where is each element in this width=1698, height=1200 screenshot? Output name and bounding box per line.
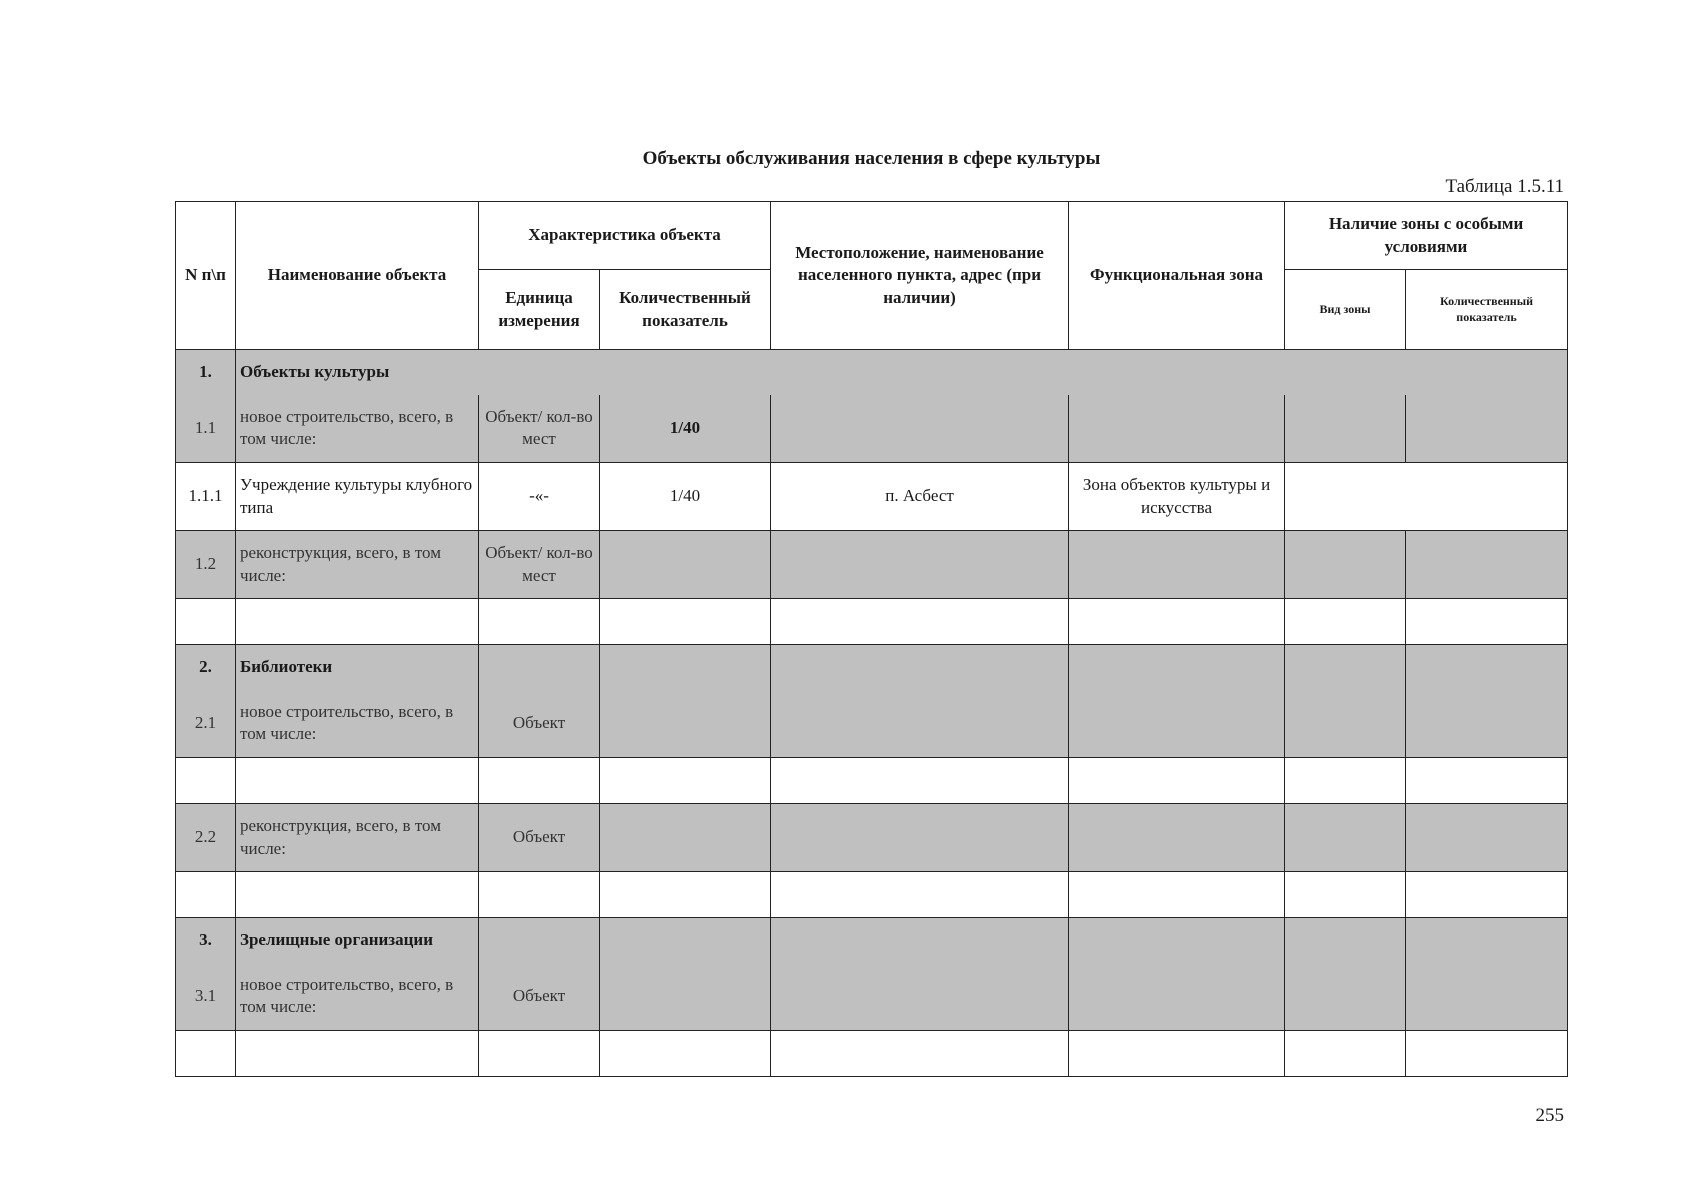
row-quantity: 1/40: [600, 395, 771, 463]
row-special-zone: [1285, 463, 1568, 531]
page-number: 255: [1535, 1105, 1564, 1126]
table-row: [176, 804, 1568, 872]
row-name: реконструкция, всего, в том числе:: [236, 804, 479, 872]
row-zone: Зона объектов культуры и искусства: [1069, 463, 1285, 531]
row-quantity: 1/40: [600, 463, 771, 531]
header-row-1: [176, 202, 1568, 270]
row-name: новое строительство, всего, в том числе:: [236, 690, 479, 758]
culture-objects-table: [175, 201, 1568, 1077]
section-row: [176, 350, 1568, 395]
row-unit: -«-: [479, 463, 600, 531]
row-unit: Объект: [479, 690, 600, 758]
header-name: Наименование объекта: [236, 202, 479, 350]
table-row: [176, 963, 1568, 1031]
section-row: [176, 918, 1568, 963]
row-num: 2.: [176, 645, 236, 690]
header-num: N п\п: [176, 202, 236, 350]
row-num: 1.1: [176, 395, 236, 463]
row-unit: Объект/ кол-во мест: [479, 395, 600, 463]
row-location: п. Асбест: [771, 463, 1069, 531]
row-name: новое строительство, всего, в том числе:: [236, 963, 479, 1031]
row-num: 3.1: [176, 963, 236, 1031]
row-unit: Объект/ кол-во мест: [479, 531, 600, 599]
header-characteristic: Характеристика объекта: [479, 202, 771, 270]
row-num: 1.: [176, 350, 236, 395]
header-location: Местоположение, наименование населенного пункта, адрес (при наличии): [771, 202, 1069, 350]
row-num: 1.2: [176, 531, 236, 599]
row-unit: Объект: [479, 804, 600, 872]
row-location: [771, 395, 1069, 463]
row-num: 2.2: [176, 804, 236, 872]
row-location: [771, 531, 1069, 599]
table-label: Таблица 1.5.11: [1445, 176, 1564, 197]
table-row: [176, 463, 1568, 531]
row-zone: [1069, 395, 1285, 463]
document-title: Объекты обслуживания населения в сфере культуры: [642, 148, 1101, 169]
row-num: 1.1.1: [176, 463, 236, 531]
row-num: 2.1: [176, 690, 236, 758]
row-name: реконструкция, всего, в том числе:: [236, 531, 479, 599]
table-row: [176, 395, 1568, 463]
row-zone: [1069, 531, 1285, 599]
header-zone-quantity: Количественный показатель: [1406, 270, 1568, 350]
row-quantity: [600, 531, 771, 599]
header-unit: Единица измерения: [479, 270, 600, 350]
header-special-zone: Наличие зоны с особыми условиями: [1285, 202, 1568, 270]
row-name: новое строительство, всего, в том числе:: [236, 395, 479, 463]
row-zone-quantity: [1406, 395, 1568, 463]
section-name: Библиотеки: [236, 645, 479, 690]
row-zone-type: [1285, 395, 1406, 463]
header-quantity: Количественный показатель: [600, 270, 771, 350]
section-name: Зрелищные организации: [236, 918, 479, 963]
row-zone-quantity: [1406, 531, 1568, 599]
empty-row: [176, 599, 1568, 645]
empty-row: [176, 758, 1568, 804]
empty-row: [176, 872, 1568, 918]
table-row: [176, 531, 1568, 599]
table-row: [176, 690, 1568, 758]
row-name: Учреждение культуры клубного типа: [236, 463, 479, 531]
section-row: [176, 645, 1568, 690]
row-unit: Объект: [479, 963, 600, 1031]
header-zone-type: Вид зоны: [1285, 270, 1406, 350]
row-num: 3.: [176, 918, 236, 963]
section-name: Объекты культуры: [236, 350, 1568, 395]
header-zone: Функциональная зона: [1069, 202, 1285, 350]
row-zone-type: [1285, 531, 1406, 599]
empty-row: [176, 1031, 1568, 1077]
